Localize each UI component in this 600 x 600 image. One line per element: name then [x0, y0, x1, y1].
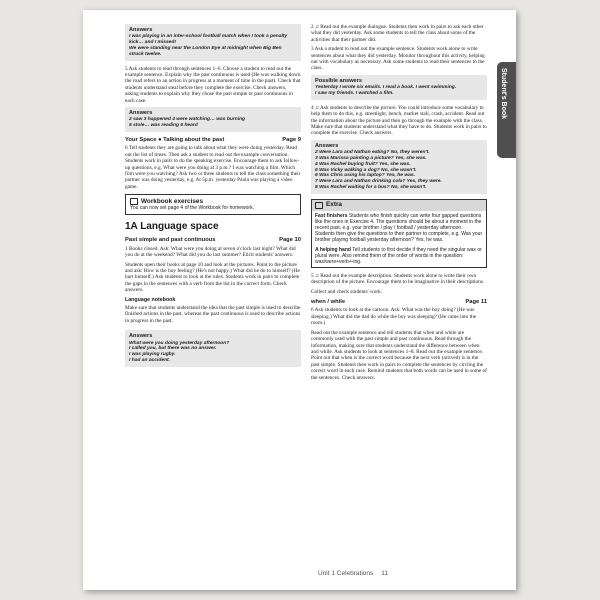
- helping-hand: [312, 245, 486, 267]
- answer-line: 2 Were Lara and Nathan eating? No, they weren't.: [315, 150, 430, 156]
- answer-line: 3 Was Marissa painting a picture? Yes, she was.: [315, 156, 427, 162]
- section-title: when / while: [311, 299, 346, 306]
- answer-line: I saw my friends. I watched a film.: [315, 91, 394, 97]
- tab-label: Student's Book: [500, 68, 507, 120]
- page-number: 11: [381, 570, 389, 577]
- answers-title: Answers: [315, 142, 339, 149]
- paragraph-4: 4 ♫ Ask students to describe the picture. You could introduce some vocabulary to help them to do this, e.g. streetlight, bench, market stall, crash, accident. Read out the information about the picture and then go through the example with the class. Make sure that students understand what they have to do. Students work in pairs to complete the exercise. Check answers.: [311, 104, 487, 137]
- section-title: Past simple and past continuous: [125, 237, 216, 244]
- extra-title: Extra: [326, 201, 342, 209]
- paragraph-5r: 5 ♫ Read out the example description. Students work alone to write their own description of the picture. Encourage them to be imaginative in their descriptions.: [311, 272, 485, 286]
- possible-title: Possible answers: [315, 77, 362, 84]
- answer-line: I was playing in an inter-school football match when I took a penalty kick… and I missed!: [129, 34, 288, 46]
- paragraph-5: 5 Ask students to read through sentences 1–6. Choose a student to read out the example sentence. Explain why the past continuous is used (He was walking down the road refers to an action in progress at a moment of time in the past). Check that students understand steal before they complete the exercise. Check answers, asking students to explain why they chose the past simple or past continuous in each case.: [125, 65, 301, 104]
- workbook-desc: You can now set page 4 of the Workbook for homework.: [130, 205, 254, 212]
- answers-box-4: [311, 140, 487, 194]
- answer-line: 5 Was Vicky walking a dog? No, she wasn't.: [315, 167, 417, 173]
- answer-line: Yesterday I wrote six emails. I read a book. I went swimming.: [315, 85, 457, 91]
- answer-line: 5 stole… was reading 6 heard: [129, 123, 198, 129]
- section-page: Page 10: [279, 237, 301, 244]
- workbook-icon: [130, 198, 138, 205]
- paragraph-6: 6 Tell students they are going to talk about what they were doing yesterday. Read out the list of times. Then ask a student to read out the example conversation. Students work in pairs to do the speaking exercise. Encourage them to ask follow-up questions, e.g. What were you doing at 3 p.m.? I was watching a film. Which film were you watching? Ask two or three students to tell the class something their partner was doing yesterday, e.g. At 5p.m. yesterday Paula was playing a video game.: [125, 145, 301, 190]
- fast-finishers: [312, 211, 486, 245]
- answers-box-3: [125, 330, 301, 367]
- answer-line: 6 Was Chris using his laptop? Yes, he was.: [315, 173, 415, 179]
- notebook-title: Language notebook: [125, 296, 176, 303]
- answer-line: 7 Were Lara and Nathan drinking cola? Yes, they were.: [315, 179, 442, 185]
- workbook-title: Workbook exercises: [141, 197, 204, 205]
- answer-line: I called you, but there was no answer.: [129, 346, 217, 352]
- answer-line: 2 saw 3 happened 4 were watching… was burning: [129, 117, 246, 123]
- footer-text: Unit 1 Celebrations: [318, 570, 374, 577]
- paragraph-3: 3 Ask a student to read out the example sentence. Students work alone to write sentences about what they did yesterday. Monitor throughout this activity, helping out with vocabulary as necessary. Ask some students to read their sentences to the class.: [311, 46, 485, 72]
- your-space-heading: [125, 137, 301, 143]
- workbook-box: [125, 194, 301, 215]
- ff-label: Fast finishers: [315, 212, 348, 219]
- answer-line: What were you doing yesterday afternoon?: [129, 340, 230, 346]
- unit-heading: 1A Language space: [125, 221, 219, 233]
- right-column: [311, 24, 487, 384]
- when-while-heading: [311, 299, 487, 305]
- paragraph-1: 1 Books closed. Ask: What were you doing at seven o'clock last night? What did you do at the weekend? What did you do last summer? Elicit students' answers.: [125, 245, 296, 259]
- answer-line: We were standing near the London Eye at midnight when Big Ben struck twelve.: [129, 46, 282, 57]
- answer-line: I was playing rugby.: [129, 352, 176, 358]
- possible-answers-box: [311, 75, 487, 100]
- notebook-text: Make sure that students understand the idea that the past simple is used to describe finished actions in the past, whereas the past continuous is used to describe actions in progress in the past.: [125, 304, 301, 324]
- psc-heading: [125, 237, 301, 243]
- paragraph-6rb: Read out the example sentence and tell students that when and while are commonly used with the past simple and past continuous. Read through the information, making sure that students understand the difference between when and while. Ask students to look at sentences 1–8. Read out the example sentence. Point out that when is the correct word because the next verb (arrived) is in the past simple. Students then work in pairs to complete the sentences by circling the correct word in each case. Remind students that both words can be used in some of the sentences. Check answers.: [311, 329, 487, 381]
- hh-label: A helping hand: [315, 246, 351, 253]
- students-book-tab: [497, 62, 516, 158]
- paragraph-1b: Students open their books at page 10 and look at the pictures. Point to the picture and ask: How is the boy feeling? (He's not happy.) What did he do to himself? (He hurt himself.) Ask students to look at the rules. Students work in pairs to complete the gaps in the sentences with a verb from the list in the correct form. Check answers.: [125, 261, 300, 294]
- paragraph-6r: 6 Ask students to look at the cartoon. Ask: What was the boy doing? (He was sleeping.) What did the dad do while the boy was sleeping? (He came into the room.): [311, 307, 477, 327]
- section-page: Page 11: [465, 299, 487, 306]
- answers-title: Answers: [129, 110, 153, 117]
- collect-text: Collect and check students' work.: [311, 288, 383, 295]
- section-page: Page 9: [282, 137, 301, 144]
- left-column: [125, 24, 301, 372]
- book-page: [83, 10, 516, 590]
- section-title: Your Space ● Talking about the past: [125, 137, 225, 144]
- ff-text: Students who finish quickly can write four gapped questions like the ones in Exercise 4. The questions should be about a moment in the recent past, e.g. your brother / play / football / yesterday afternoon. Students then give the questions to their partner to complete, e.g. Was your brother playing football yesterday afternoon? Yes, he was.: [315, 212, 483, 243]
- answers-title: Answers: [129, 333, 153, 340]
- answer-line: I had an accident.: [129, 357, 171, 363]
- answers-box-1: [125, 24, 301, 61]
- extra-icon: [315, 202, 323, 209]
- answer-line: 4 Was Rachel buying fruit? Yes, she was.: [315, 161, 411, 167]
- extra-box: [311, 199, 487, 268]
- answers-box-2: [125, 107, 301, 132]
- paragraph-2: 2 ♫ Read out the example dialogue. Students then work in pairs to ask each other what they did yesterday. Ask some students to tell the class about some of the activities that their partner did.: [311, 24, 484, 43]
- hh-text: Tell students to first decide if they need the singular was or plural were. Also remind them of the order of words in the question: was/were+verb+-ing.: [315, 246, 482, 265]
- answers-title: Answers: [129, 27, 153, 33]
- page-footer: [318, 570, 388, 577]
- answer-line: 8 Was Rachel waiting for a bus? No, she wasn't.: [315, 185, 427, 191]
